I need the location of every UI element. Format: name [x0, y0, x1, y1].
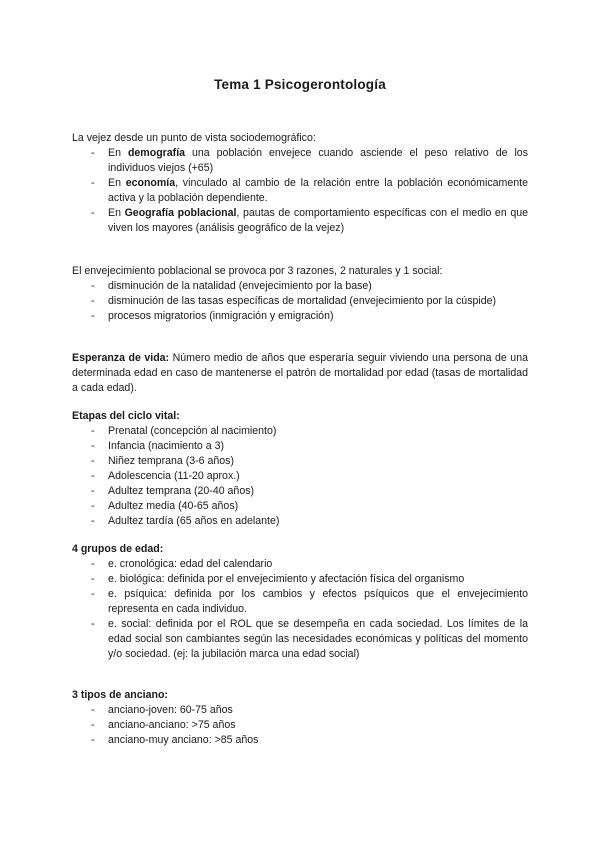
- list-item: - e. social: definida por el ROL que se desempeña en cada sociedad. Los límites de la edad social son cambiantes según las necesidades económicas y políticas del momento y/o sociedad. (ej: la jubilación marca una edad social): [72, 617, 528, 662]
- vejez-section: [72, 131, 528, 236]
- esperanza-text: Número medio de años que esperaría seguir viviendo una persona de una determinada edad en caso de mantenerse el patrón de mortalidad por edad (tasas de mortalidad a cada edad).: [72, 352, 528, 394]
- esperanza-label: Esperanza de vida:: [72, 352, 170, 364]
- list-item-bold: economía: [125, 177, 176, 189]
- list-item: - e. psíquica: definida por los cambios y efectos psíquicos que el envejecimiento representa en cada individuo.: [72, 587, 528, 617]
- list-item: - Adultez tardía (65 años en adelante): [72, 514, 528, 529]
- anciano-section: [72, 688, 528, 748]
- esperanza-paragraph: [72, 351, 528, 396]
- list-item: - disminución de las tasas específicas de mortalidad (envejecimiento por la cúspide): [72, 294, 528, 309]
- page-title: Tema 1 Psicogerontología: [214, 77, 386, 92]
- list-item: - disminución de la natalidad (envejecimiento por la base): [72, 279, 528, 294]
- list-item: - e. biológica: definida por el envejecimiento y afectación física del organismo: [72, 572, 528, 587]
- list-item: - Adolescencia (11-20 aprox.): [72, 469, 528, 484]
- list-item-text: En: [108, 177, 126, 189]
- list-item: - Prenatal (concepción al nacimiento): [72, 424, 528, 439]
- envejecimiento-list: [72, 279, 528, 324]
- envejecimiento-section: [72, 264, 528, 324]
- list-item: - anciano-anciano: >75 años: [72, 718, 528, 733]
- list-item: - Adultez media (40-65 años): [72, 499, 528, 514]
- grupos-heading: 4 grupos de edad:: [72, 543, 164, 555]
- vejez-list: [72, 146, 528, 236]
- list-item: - Adultez temprana (20-40 años): [72, 484, 528, 499]
- etapas-list: [72, 424, 528, 529]
- list-item-text: , vinculado al cambio de la relación entre la población económicamente activa y la población dependiente.: [108, 177, 528, 204]
- list-item-bold: demografía: [127, 147, 186, 159]
- esperanza-section: [72, 351, 528, 396]
- etapas-heading: Etapas del ciclo vital:: [72, 410, 180, 422]
- list-item: - anciano-joven: 60-75 años: [72, 703, 528, 718]
- grupos-list: [72, 557, 528, 662]
- list-item: [72, 206, 528, 236]
- list-item-text: una población envejece cuando asciende el peso relativo de los individuos viejos (+65): [108, 147, 528, 174]
- list-item-text: En: [108, 147, 128, 159]
- list-item: - e. cronológica: edad del calendario: [72, 557, 528, 572]
- anciano-list: [72, 703, 528, 748]
- list-item-text: En: [108, 207, 125, 219]
- list-item: - anciano-muy anciano: >85 años: [72, 733, 528, 748]
- list-item-bold: Geografía poblacional: [124, 207, 237, 219]
- list-item: [72, 146, 528, 176]
- list-item-text: , pautas de comportamiento específicas con el medio en que viven los mayores (análisis geográfico de la vejez): [108, 207, 528, 234]
- etapas-section: [72, 409, 528, 529]
- envejecimiento-intro: El envejecimiento poblacional se provoca por 3 razones, 2 naturales y 1 social:: [72, 265, 443, 277]
- grupos-section: [72, 542, 528, 662]
- list-item: - Infancia (nacimiento a 3): [72, 439, 528, 454]
- list-item: [72, 176, 528, 206]
- anciano-heading: 3 tipos de anciano:: [72, 689, 168, 701]
- list-item: - procesos migratorios (inmigración y emigración): [72, 309, 528, 324]
- list-item: - Niñez temprana (3-6 años): [72, 454, 528, 469]
- vejez-intro: La vejez desde un punto de vista sociodemográfico:: [72, 132, 316, 144]
